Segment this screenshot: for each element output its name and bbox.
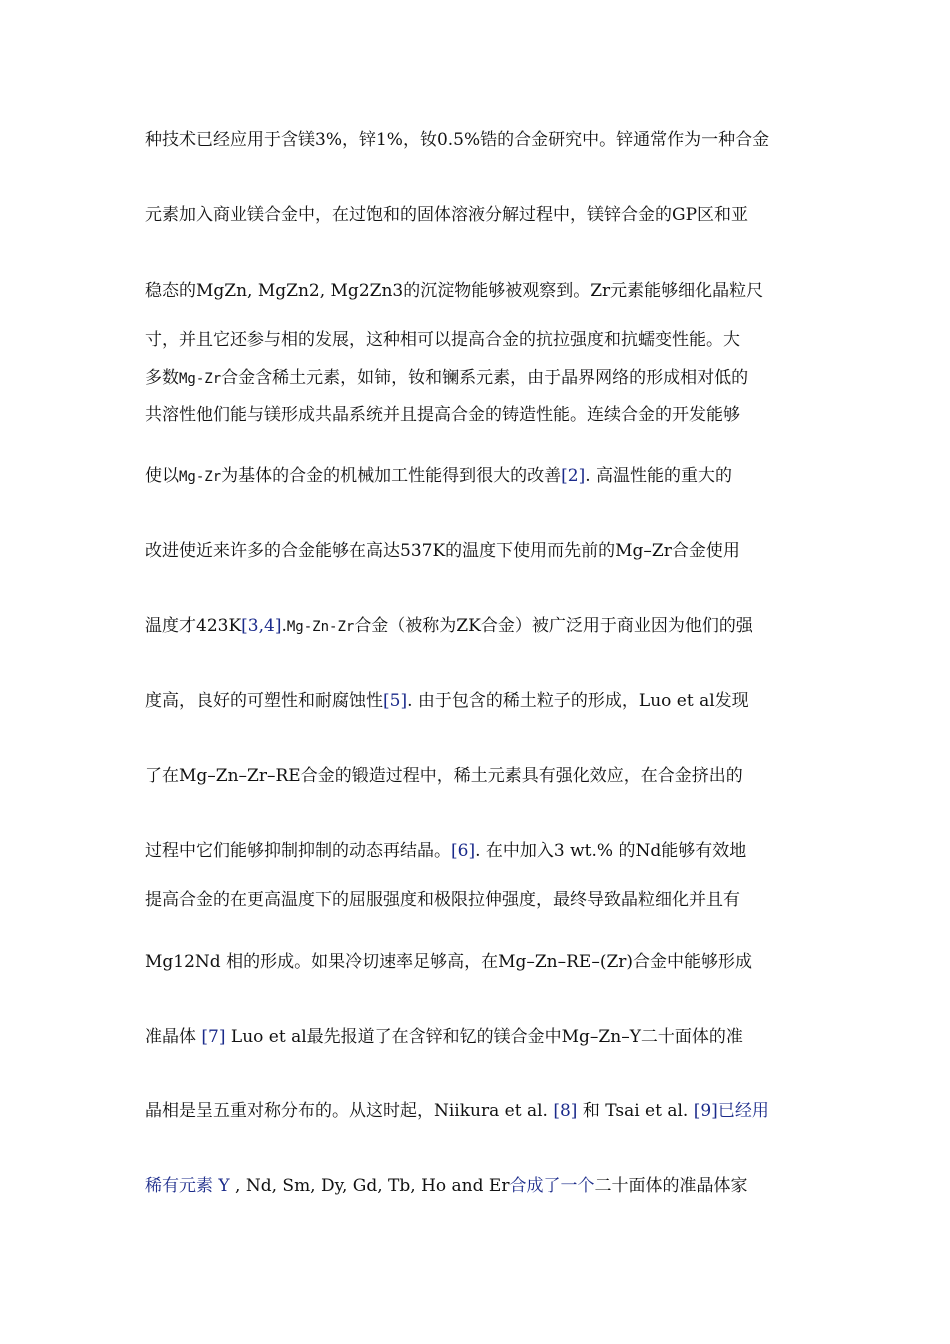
text-line: [145, 363, 807, 393]
text-line: [145, 761, 807, 791]
text-segment: 过程中它们能够抑制抑制的动态再结晶。: [145, 841, 451, 861]
citation-link[interactable]: [5]: [383, 691, 408, 711]
text-line: [145, 1171, 807, 1201]
text-segment: 为基体的合金的机械加工性能得到很大的改善: [221, 466, 562, 486]
text-segment: 合金（被称为ZK合金）被广泛用于商业因为他们的强: [354, 616, 753, 636]
citation-link[interactable]: [8]: [553, 1101, 578, 1121]
text-segment: Mg12Nd 相的形成。如果冷切速率足够高，在Mg–Zn–RE–(Zr)合金中能够形成: [145, 952, 753, 972]
text-segment: . 在中加入3 wt.% 的Nd能够有效地: [475, 841, 747, 861]
text-segment: 稳态的MgZn, MgZn2, Mg2Zn3的沉淀物能够被观察到。Zr元素能够细化晶粒尺: [145, 281, 764, 301]
text-segment: Mg-Zr: [179, 469, 222, 485]
text-segment: 使以: [145, 466, 179, 486]
text-segment: 种技术已经应用于含镁3%，锌1%，钕: [145, 130, 437, 150]
text-line: [145, 461, 807, 491]
text-line: [145, 276, 807, 306]
citation-link[interactable]: [6]: [451, 841, 476, 861]
text-segment: 和 Tsai et al.: [577, 1101, 694, 1121]
text-segment: .: [281, 616, 287, 636]
text-line: [145, 325, 807, 355]
text-segment: 锆的合金研究中。锌通常作为一种合金: [480, 130, 770, 150]
text-segment: 共溶性他们能与镁形成共晶系统并且提高合金的铸造性能。连续合金的开发能够: [145, 405, 740, 425]
text-segment: 0.5%: [436, 130, 481, 150]
text-segment: 合金含稀土元素，如铈，钕和镧系元素，由于晶界网络的形成相对低的: [221, 368, 749, 388]
text-segment: , Nd, Sm, Dy, Gd, Tb, Ho and Er: [229, 1176, 510, 1196]
text-segment: 提高合金的在更高温度下的屈服强度和极限拉伸强度，最终导致晶粒细化并且有: [145, 890, 740, 910]
text-segment: 寸，并且它还参与相的发展，这种相可以提高合金的抗拉强度和抗蠕变性能。大: [145, 330, 740, 350]
text-segment: . 由于包含的稀土粒子的形成，Luo et al发现: [407, 691, 749, 711]
text-segment: Luo et al最先报道了在含锌和钇的镁合金中Mg–Zn–Y二十面体的准: [225, 1027, 743, 1047]
text-segment: 稀有元素 Y: [145, 1176, 230, 1196]
text-segment: 改进使近来许多的合金能够在高达537K的温度下使用而先前的Mg–Zr合金使用: [145, 541, 740, 561]
text-segment: 度高，良好的可塑性和耐腐蚀性: [145, 691, 383, 711]
text-segment: 元素加入商业镁合金中，在过饱和的固体溶液分解过程中，镁锌合金的GP区和亚: [145, 205, 749, 225]
text-line: [145, 125, 807, 155]
text-segment: 多数: [145, 368, 179, 388]
text-segment: 晶相是呈五重对称分布的。从这时起，Niikura et al.: [145, 1101, 554, 1121]
text-segment: 合成了一个: [509, 1176, 595, 1196]
text-segment: 温度才423K: [145, 616, 242, 636]
text-line: [145, 200, 807, 230]
text-line: [145, 1022, 807, 1052]
text-segment: 准晶体: [145, 1027, 202, 1047]
text-segment: Mg-Zr: [179, 371, 222, 387]
text-segment: 二十面体的准晶体家: [594, 1176, 748, 1196]
text-line: [145, 947, 807, 977]
text-line: [145, 400, 807, 430]
text-line: [145, 836, 807, 866]
citation-link[interactable]: [3,4]: [241, 616, 282, 636]
text-segment: Mg-Zn-Zr: [286, 619, 355, 635]
text-segment: . 高温性能的重大的: [585, 466, 733, 486]
text-line: [145, 611, 807, 641]
citation-link[interactable]: [2]: [561, 466, 586, 486]
text-line: [145, 1096, 807, 1126]
text-line: [145, 536, 807, 566]
text-line: [145, 686, 807, 716]
text-line: [145, 885, 807, 915]
citation-link[interactable]: [7]: [201, 1027, 226, 1047]
text-segment: [9]已经用: [693, 1101, 769, 1121]
text-segment: 了在Mg–Zn–Zr–RE合金的锻造过程中，稀土元素具有强化效应，在合金挤出的: [145, 766, 743, 786]
